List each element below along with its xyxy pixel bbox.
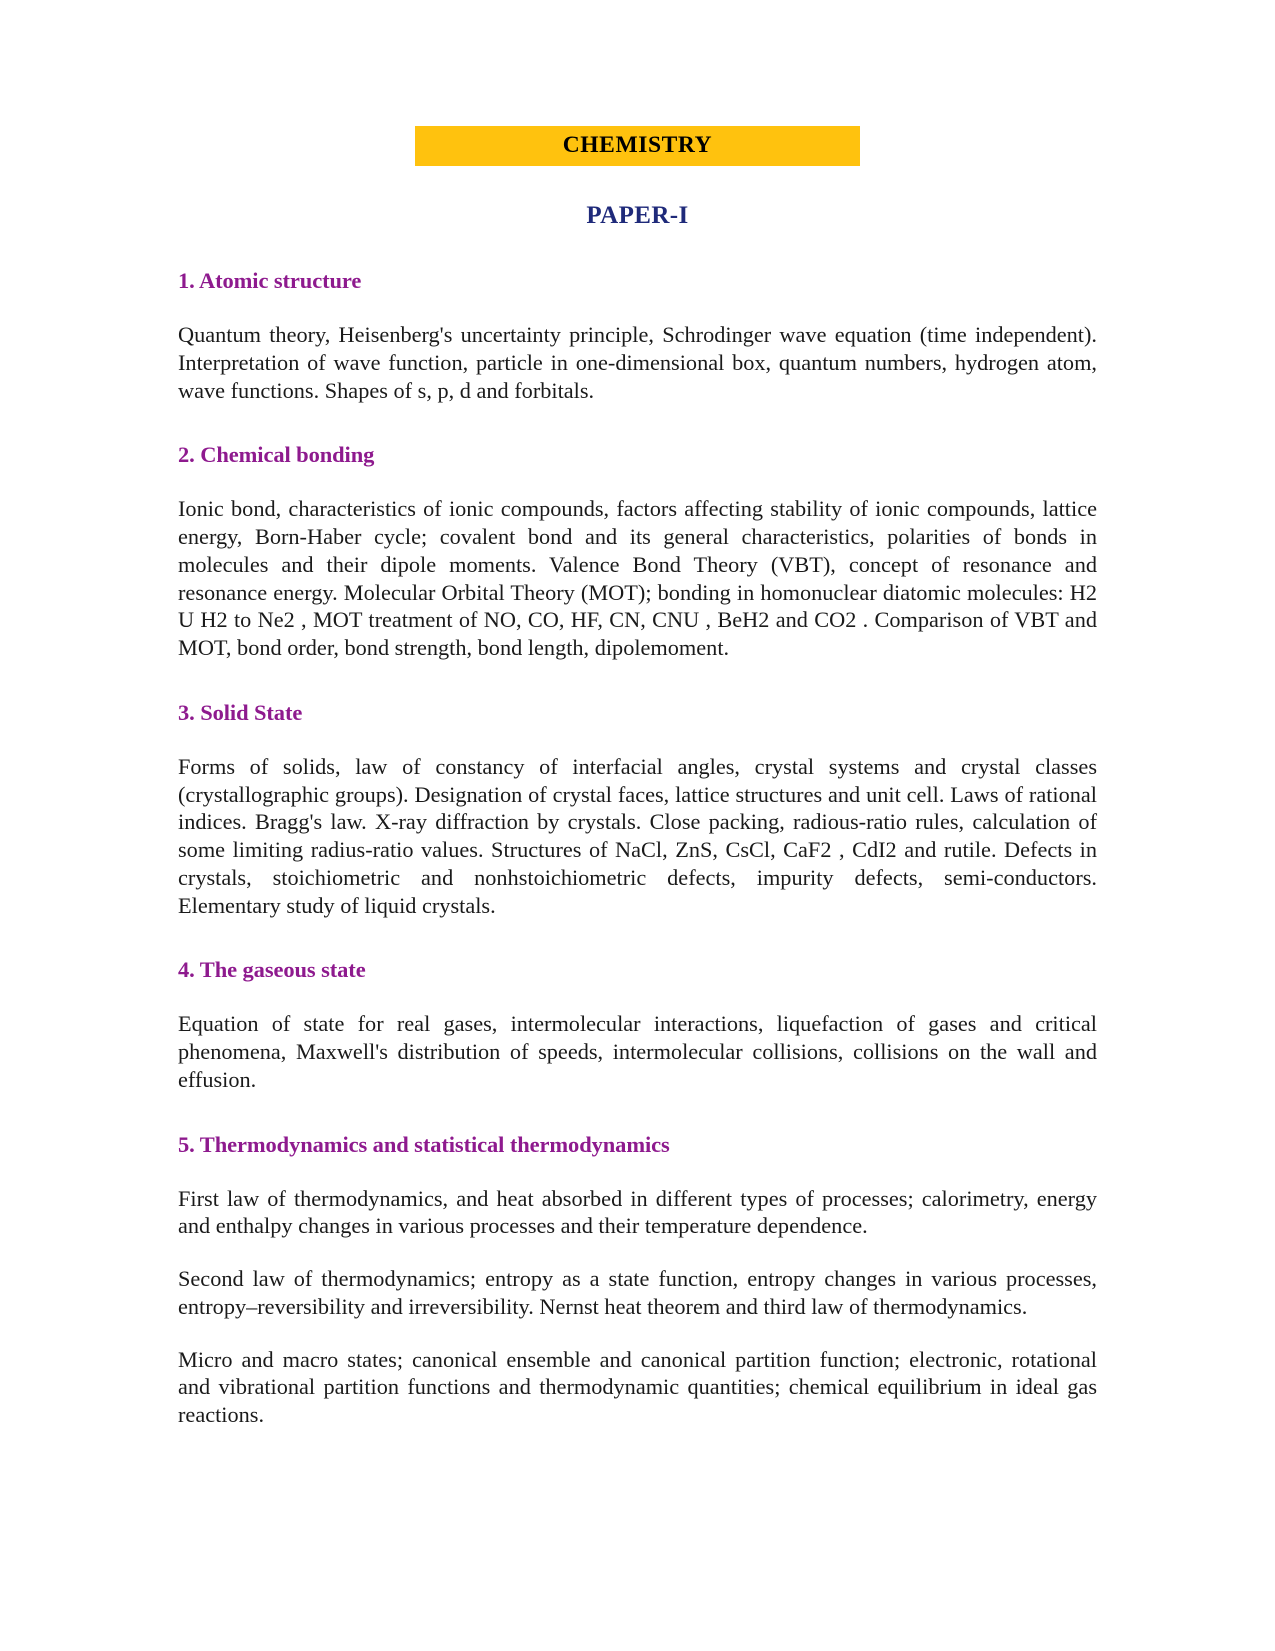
document-content [178,126,1097,1429]
section-paragraph-2-0: Ionic bond, characteristics of ionic compounds, factors affecting stability of ionic compounds, lattice energy, Born-Haber cycle; covalent bond and its general characteristics, polarities of bonds in molecules and their dipole moments. Valence Bond Theory (VBT), concept of resonance and resonance energy. Molecular Orbital Theory (MOT); bonding in homonuclear diatomic molecules: H2 U H2 to Ne2 , MOT treatment of NO, CO, HF, CN, CNU , BeH2 and CO2 . Comparison of VBT and MOT, bond order, bond strength, bond length, dipolemoment. [178,496,1097,661]
section-paragraph-5-1: Second law of thermodynamics; entropy as a state function, entropy changes in various processes, entropy–reversibility and irreversibility. Nernst heat theorem and third law of thermodynamics. [178,1266,1097,1319]
section-heading-4: 4. The gaseous state [178,957,366,983]
section-heading-5: 5. Thermodynamics and statistical thermodynamics [178,1131,670,1157]
section-paragraph-4-0: Equation of state for real gases, intermolecular interactions, liquefaction of gases and critical phenomena, Maxwell's distribution of speeds, intermolecular collisions, collisions on the wall and effusion. [178,1011,1097,1092]
section-heading-1: 1. Atomic structure [178,268,362,294]
section-heading-3: 3. Solid State [178,699,303,725]
paper-subtitle: PAPER-I [586,202,689,230]
banner-title-container [178,126,1097,166]
section-paragraph-3-0: Forms of solids, law of constancy of interfacial angles, crystal systems and crystal classes (crystallographic groups). Designation of crystal faces, lattice structures and unit cell. Laws of rational indices. Bragg's law. X-ray diffraction by crystals. Close packing, radious-ratio rules, calculation of some limiting radius-ratio values. Structures of NaCl, ZnS, CsCl, CaF2 , CdI2 and rutile. Defects in crystals, stoichiometric and nonhstoichiometric defects, impurity defects, semi-conductors. Elementary study of liquid crystals. [178,753,1097,918]
section-paragraph-5-2: Micro and macro states; canonical ensemble and canonical partition function; electronic, rotational and vibrational partition functions and thermodynamic quantities; chemical equilibrium in ideal gas reactions. [178,1346,1097,1428]
section-paragraph-1-0: Quantum theory, Heisenberg's uncertainty principle, Schrodinger wave equation (time independent). Interpretation of wave function, particle in one-dimensional box, quantum numbers, hydrogen atom, wave functions. Shapes of s, p, d and forbitals. [178,322,1097,403]
section-heading-2: 2. Chemical bonding [178,442,375,468]
page-title: CHEMISTRY [415,126,861,166]
section-paragraph-5-0: First law of thermodynamics, and heat absorbed in different types of processes; calorimetry, energy and enthalpy changes in various processes and their temperature dependence. [178,1185,1097,1239]
